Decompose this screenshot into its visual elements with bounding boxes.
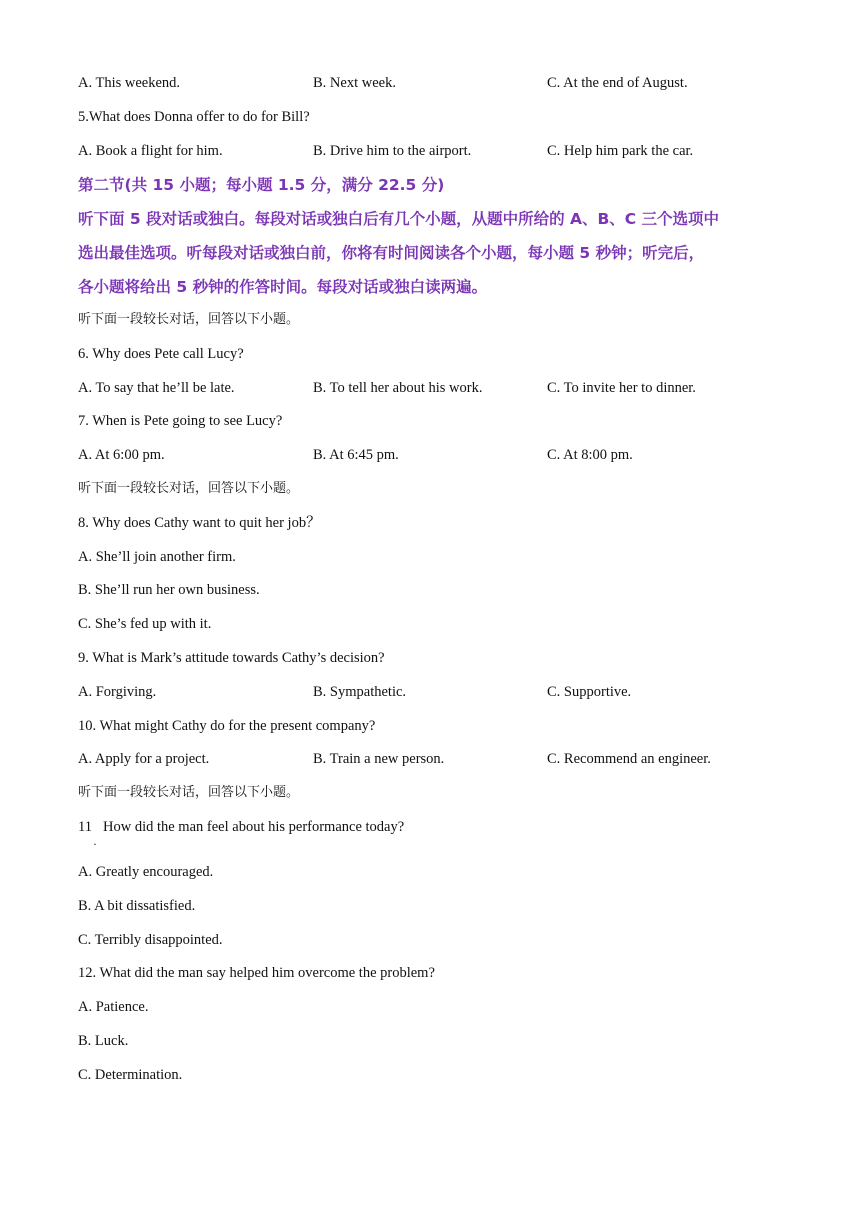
stray-dot: · xyxy=(93,837,97,851)
q11-option-a[interactable]: A. Greatly encouraged. xyxy=(78,864,214,880)
section-instructions-line-2: 选出最佳选项。听每段对话或独白前，你将有时间阅读各个小题，每小题 5 秒钟；听完后， xyxy=(78,244,705,262)
q10-question: 10. What might Cathy do for the present company? xyxy=(78,718,376,734)
q12-option-a[interactable]: A. Patience. xyxy=(78,999,149,1015)
q6-option-c[interactable]: C. To invite her to dinner. xyxy=(547,380,696,396)
section-instructions-line-3: 各小题将给出 5 秒钟的作答时间。每段对话或独白读两遍。 xyxy=(78,278,488,296)
section-heading: 第二节(共 15 小题；每小题 1.5 分，满分 22.5 分) xyxy=(78,176,445,194)
q6-option-b[interactable]: B. To tell her about his work. xyxy=(313,380,483,396)
listen-prompt: 听下面一段较长对话，回答以下小题。 xyxy=(78,312,300,327)
q8-option-a[interactable]: A. She’ll join another firm. xyxy=(78,549,236,565)
q12-question: 12. What did the man say helped him overcome the problem? xyxy=(78,965,435,981)
q10-option-a[interactable]: A. Apply for a project. xyxy=(78,751,210,767)
q6-question: 6. Why does Pete call Lucy? xyxy=(78,346,244,362)
q11-option-c[interactable]: C. Terribly disappointed. xyxy=(78,932,223,948)
q8-question: 8. Why does Cathy want to quit her job？ xyxy=(78,515,321,531)
q8-option-b[interactable]: B. She’ll run her own business. xyxy=(78,582,260,598)
q9-option-c[interactable]: C. Supportive. xyxy=(547,684,632,700)
q11-number: 11 xyxy=(78,819,92,835)
q10-option-b[interactable]: B. Train a new person. xyxy=(313,751,445,767)
q5-option-a[interactable]: A. Book a flight for him. xyxy=(78,143,223,159)
q4-option-a[interactable]: A. This weekend. xyxy=(78,75,181,91)
q11-option-b[interactable]: B. A bit dissatisfied. xyxy=(78,898,196,914)
q7-option-b[interactable]: B. At 6:45 pm. xyxy=(313,447,399,463)
q12-option-c[interactable]: C. Determination. xyxy=(78,1067,183,1083)
q7-option-a[interactable]: A. At 6:00 pm. xyxy=(78,447,165,463)
q6-option-a[interactable]: A. To say that he’ll be late. xyxy=(78,380,235,396)
q7-question: 7. When is Pete going to see Lucy? xyxy=(78,413,283,429)
q8-option-c[interactable]: C. She’s fed up with it. xyxy=(78,616,212,632)
q11-question xyxy=(78,817,800,837)
q5-question: 5.What does Donna offer to do for Bill? xyxy=(78,109,310,125)
section-instructions-line-1: 听下面 5 段对话或独白。每段对话或独白后有几个小题，从题中所给的 A、B、C 三个选项中 xyxy=(78,210,720,228)
q5-option-c[interactable]: C. Help him park the car. xyxy=(547,143,694,159)
q10-option-c[interactable]: C. Recommend an engineer. xyxy=(547,751,711,767)
q7-option-c[interactable]: C. At 8:00 pm. xyxy=(547,447,633,463)
q11-question-text: How did the man feel about his performance today? xyxy=(103,819,405,835)
q4-option-c[interactable]: C. At the end of August. xyxy=(547,75,688,91)
q9-option-b[interactable]: B. Sympathetic. xyxy=(313,684,407,700)
listen-prompt: 听下面一段较长对话，回答以下小题。 xyxy=(78,481,300,496)
q4-option-b[interactable]: B. Next week. xyxy=(313,75,396,91)
q9-question: 9. What is Mark’s attitude towards Cathy’s decision? xyxy=(78,650,385,666)
q9-option-a[interactable]: A. Forgiving. xyxy=(78,684,157,700)
q5-option-b[interactable]: B. Drive him to the airport. xyxy=(313,143,472,159)
q12-option-b[interactable]: B. Luck. xyxy=(78,1033,129,1049)
listen-prompt: 听下面一段较长对话，回答以下小题。 xyxy=(78,785,300,800)
